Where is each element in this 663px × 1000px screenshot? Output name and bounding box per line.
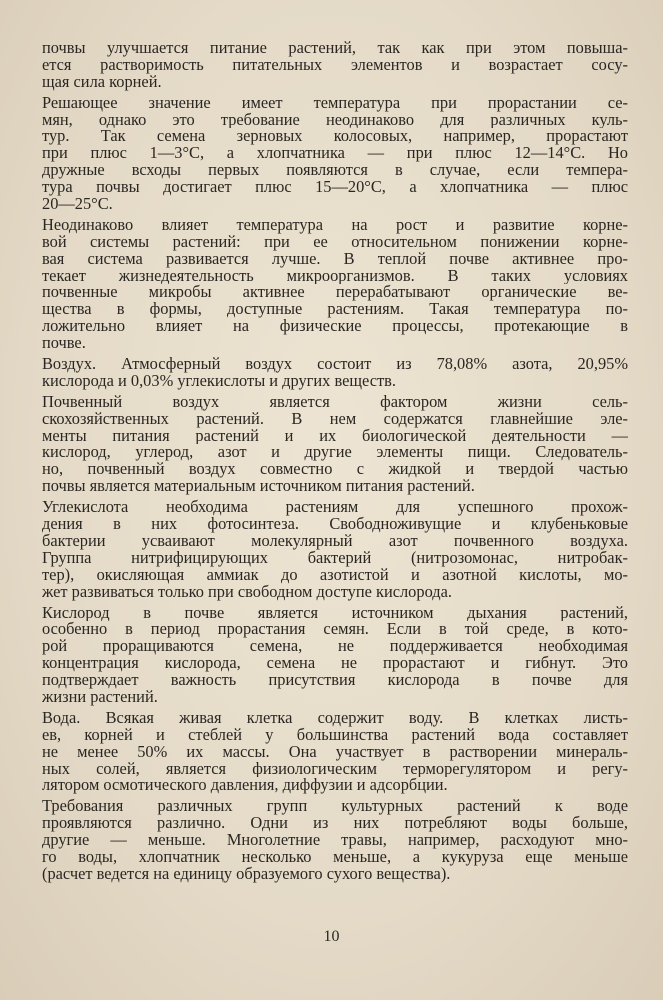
text-line: Углекислота необходима растениям для успешного прохож- — [42, 499, 628, 517]
text-line: бактерии усваивают молекулярный азот почвенного воздуха. — [42, 532, 628, 550]
text-line: проявляются различно. Одни из них потребляют воды больше, — [42, 815, 628, 833]
text-line: дения в них фотосинтеза. Свободноживущие и клубеньковые — [42, 516, 628, 533]
text-line: ложительно влияет на физические процессы, протекающие в — [42, 318, 628, 336]
text-line: го воды, хлопчатник несколько меньше, а кукуруза еще меньше — [42, 848, 628, 866]
text-line: лятором осмотического давления, диффузии и адсорбции. — [42, 777, 448, 795]
text-line: Почвенный воздух является фактором жизни сель- — [42, 393, 628, 411]
text-line: Вода. Всякая живая клетка содержит воду. В клетках листь- — [42, 709, 628, 727]
text-line: подтверждает важность присутствия кислорода в почве для — [42, 672, 628, 689]
text-line: тур. Так семена зерновых колосовых, например, прорастают — [42, 128, 628, 146]
text-line: ется растворимость питательных элементов и возрастает сосу- — [42, 56, 628, 74]
text-line: рой проращиваются семена, не поддерживается необходимая — [42, 638, 628, 656]
text-line: щества в формы, доступные растениям. Такая температура по- — [42, 301, 628, 319]
text-line: почвенные микробы активнее перерабатывают органические ве- — [42, 284, 628, 302]
text-line: тура почвы достигает плюс 15—20°С, а хлопчатника — плюс — [42, 179, 628, 197]
text-line: тер), окисляющая аммиак до азотистой и азотной кислоты, мо- — [42, 566, 628, 584]
text-line: жет развиваться только при свободном доступе кислорода. — [42, 583, 453, 601]
text-line: вой системы растений: при ее относительном понижении корне- — [42, 233, 628, 251]
text-line: мян, однако это требование неодинаково для различных куль- — [42, 111, 628, 129]
text-line: другие — меньше. Многолетние травы, например, расходуют мно- — [42, 832, 628, 849]
text-line: менты питания растений и их биологической деятельности — — [42, 427, 628, 445]
text-line: почвы улучшается питание растений, так как при этом повыша- — [42, 40, 628, 57]
text-line: Группа нитрифицирующих бактерий (нитрозомонас, нитробак- — [42, 549, 628, 567]
text-line: особенно в период прорастания семян. Если в той среде, в кото- — [42, 621, 628, 639]
text-line: ных солей, является физиологическим терморегулятором и регу- — [42, 760, 628, 778]
text-line: при плюс 1—3°С, а хлопчатника — при плюс 12—14°С. Но — [42, 145, 628, 163]
text-line: Воздух. Атмосферный воздух состоит из 78,08% азота, 20,95% — [42, 356, 628, 373]
text-line: текает жизнедеятельность микроорганизмов. В таких условиях — [42, 267, 628, 285]
text-line: щая сила корней. — [42, 73, 162, 91]
text-line: вая система развивается лучше. В теплой почве активнее про- — [42, 250, 628, 268]
text-line: дружные всходы первых появляются в случае, если темпера- — [42, 162, 628, 180]
text-line: не менее 50% их массы. Она участвует в растворении минераль- — [42, 743, 628, 761]
text-line: скохозяйственных растений. В нем содержатся главнейшие эле- — [42, 410, 628, 428]
text-line: кислород, углерод, азот и другие элементы пищи. Следователь- — [42, 444, 628, 462]
text-line: (расчет ведется на единицу образуемого сухого вещества). — [42, 865, 451, 883]
text-line: Кислород в почве является источником дыхания растений, — [42, 604, 628, 622]
text-line: почвы является материальным источником питания растений. — [42, 478, 475, 496]
text-line: но, почвенный воздух совместно с жидкой и твердой частью — [42, 461, 628, 479]
text-line: жизни растений. — [42, 688, 158, 706]
text-line: Неодинаково влияет температура на рост и развитие корне- — [42, 216, 628, 234]
text-line: концентрация кислорода, семена не прорастают и гибнут. Это — [42, 655, 628, 673]
text-line: ев, корней и стеблей у большинства растений вода составляет — [42, 726, 628, 744]
body-text — [42, 40, 628, 883]
text-line: 20—25°С. — [42, 196, 113, 213]
page-number: 10 — [323, 928, 340, 945]
text-line: почве. — [42, 335, 86, 353]
text-line: Требования различных групп культурных растений к воде — [42, 798, 628, 816]
text-line: кислорода и 0,03% углекислоты и других веществ. — [42, 372, 396, 390]
text-line: Решающее значение имеет температура при прорастании се- — [42, 94, 628, 112]
